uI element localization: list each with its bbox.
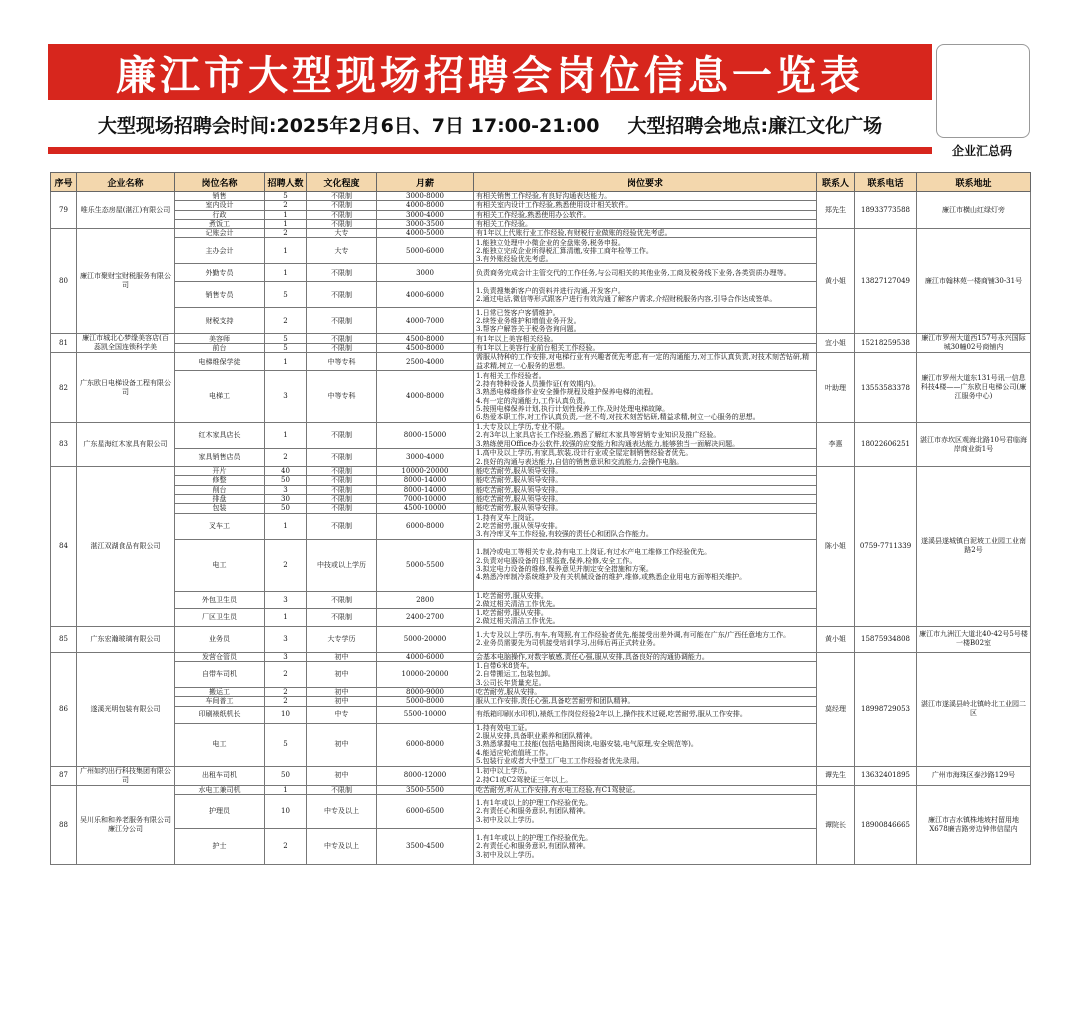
col-header: 岗位要求 xyxy=(474,173,817,192)
contact-person: 莫经理 xyxy=(817,652,855,766)
job-title: 记账会计 xyxy=(175,229,265,238)
job-education: 不限制 xyxy=(307,264,377,282)
company-name: 唯乐生态房屋(湛江)有限公司 xyxy=(77,192,175,229)
contact-person: 黄小姐 xyxy=(817,626,855,652)
job-salary: 3000-8000 xyxy=(377,192,474,201)
company-name: 广东星海红木家具有限公司 xyxy=(77,423,175,467)
job-salary: 8000-9000 xyxy=(377,688,474,697)
job-count: 5 xyxy=(265,334,307,344)
job-salary: 3000 xyxy=(377,264,474,282)
contact-address: 廉江市罗州大道西157号永兴国际城30幢02号商铺内 xyxy=(917,334,1031,353)
table-row xyxy=(51,652,1031,661)
job-requirement: 1.吃苦耐劳,服从安排。 2.做过相关清洁工作优先。 xyxy=(474,609,817,627)
job-requirement: 有相关销售工作经验,有良好沟通表达能力。 xyxy=(474,192,817,201)
company-name: 遂溪光明包装有限公司 xyxy=(77,652,175,766)
job-education: 不限制 xyxy=(307,192,377,201)
job-title: 自带车司机 xyxy=(175,662,265,688)
job-education: 不限制 xyxy=(307,485,377,494)
job-education: 不限制 xyxy=(307,476,377,485)
job-education: 中专及以上 xyxy=(307,794,377,828)
table-row xyxy=(51,192,1031,201)
col-header: 月薪 xyxy=(377,173,474,192)
job-education: 不限制 xyxy=(307,423,377,449)
job-salary: 4000-8000 xyxy=(377,371,474,423)
job-education: 中等专科 xyxy=(307,371,377,423)
job-salary: 4000-6000 xyxy=(377,652,474,661)
job-salary: 8000-14000 xyxy=(377,485,474,494)
job-requirement: 有相关室内设计工作经验,熟悉使用设计相关软件。 xyxy=(474,201,817,210)
job-education: 不限制 xyxy=(307,201,377,210)
contact-address: 廉江市吉水镇株地坡村留用地X678廉吉路旁边钟伟信屋内 xyxy=(917,785,1031,864)
job-count: 2 xyxy=(265,201,307,210)
job-count: 1 xyxy=(265,353,307,371)
job-title: 前台 xyxy=(175,343,265,353)
job-education: 初中 xyxy=(307,652,377,661)
company-name: 湛江双湖食品有限公司 xyxy=(77,467,175,627)
job-count: 2 xyxy=(265,308,307,334)
job-title: 外包卫生员 xyxy=(175,591,265,609)
job-salary: 2800 xyxy=(377,591,474,609)
table-row xyxy=(51,467,1031,476)
contact-address: 廉江市翰林苑一楼商铺30-31号 xyxy=(917,229,1031,334)
job-salary: 5000-8000 xyxy=(377,697,474,706)
job-requirement: 1.日常已签客户客情维护。 2.续签业务维护和增值业务开发。 3.帮客户解答关于税务咨询问题。 xyxy=(474,308,817,334)
job-requirement: 能吃苦耐劳,服从领导安排。 xyxy=(474,467,817,476)
job-salary: 3000-4000 xyxy=(377,449,474,467)
company-no: 79 xyxy=(51,192,77,229)
job-count: 10 xyxy=(265,706,307,723)
contact-person: 宜小姐 xyxy=(817,334,855,353)
job-education: 不限制 xyxy=(307,282,377,308)
contact-person: 李惠 xyxy=(817,423,855,467)
col-header: 序号 xyxy=(51,173,77,192)
job-title: 销售 xyxy=(175,192,265,201)
job-requirement: 有1年以上美容行业前台相关工作经验。 xyxy=(474,343,817,353)
contact-address: 湛江市赤坎区观海北路10号君临海岸商业街1号 xyxy=(917,423,1031,467)
job-requirement: 1.吃苦耐劳,服从安排。 2.做过相关清洁工作优先。 xyxy=(474,591,817,609)
job-count: 3 xyxy=(265,371,307,423)
job-count: 2 xyxy=(265,828,307,864)
company-no: 82 xyxy=(51,353,77,423)
job-title: 开片 xyxy=(175,467,265,476)
col-header: 招聘人数 xyxy=(265,173,307,192)
job-requirement: 负责商务完成会计主管交代的工作任务,与公司相关的其他业务,工商及税务线下业务,各类资质办理等。 xyxy=(474,264,817,282)
job-salary: 7000-10000 xyxy=(377,494,474,503)
job-count: 2 xyxy=(265,229,307,238)
job-requirement: 1.有相关工作经验者。 2.持有特种设备人员操作证(有效期内)。 3.熟悉电梯维修作业安全操作规程及维护保养电梯的流程。 4.有一定的沟通能力,工作认真负责。 5.按照电梯保养计划,执行计划性保养工作,及时处理电梯故障。 6.热爱本职工作,对工作认真负责,一丝不苟,对技术刻苦钻研,精益求精,树立一心服务的思想。 xyxy=(474,371,817,423)
job-title: 电工 xyxy=(175,539,265,591)
job-requirement: 会基本电脑操作,对数字敏感,责任心强,服从安排,具备良好的沟通协调能力。 xyxy=(474,652,817,661)
job-education: 初中 xyxy=(307,688,377,697)
company-no: 85 xyxy=(51,626,77,652)
job-requirement: 服从工作安排,责任心强,具备吃苦耐劳和团队精神。 xyxy=(474,697,817,706)
company-name: 吴川乐和和养老服务有限公司廉江分公司 xyxy=(77,785,175,864)
contact-phone: 18998729053 xyxy=(855,652,917,766)
job-title: 排盘 xyxy=(175,494,265,503)
company-name: 廉江市聚财宝财税服务有限公司 xyxy=(77,229,175,334)
table-row xyxy=(51,423,1031,449)
job-requirement: 1.高中及以上学历,有家具,软装,设计行业或全屋定制销售经验者优先。 2.良好的沟通与表达能力,自信的销售意识和交流能力,会操作电脑。 xyxy=(474,449,817,467)
job-count: 30 xyxy=(265,494,307,503)
job-requirement: 1.能独立处理中小微企业的全盘账务,税务申报。 2.能独立完成企业所得税汇算清缴,安排工商年检等工作。 3.有外账经验优先考虑。 xyxy=(474,238,817,264)
contact-phone: 0759-7711339 xyxy=(855,467,917,627)
job-count: 50 xyxy=(265,476,307,485)
job-count: 1 xyxy=(265,423,307,449)
job-title: 搬运工 xyxy=(175,688,265,697)
job-requirement: 有1年以上美容相关经验。 xyxy=(474,334,817,344)
job-title: 业务员 xyxy=(175,626,265,652)
job-requirement: 1.大专及以上学历,专业不限。 2.有3年以上家具店长工作经验,熟悉了解红木家具等营销专业知识及推广经验。 3.熟练使用Office办公软件,较强的应变能力和沟通表达能力,能够独当一面解决问题。 xyxy=(474,423,817,449)
qr-code-box[interactable] xyxy=(936,44,1030,138)
job-count: 50 xyxy=(265,504,307,513)
job-education: 大专 xyxy=(307,238,377,264)
job-salary: 6000-8000 xyxy=(377,513,474,539)
job-salary: 10000-20000 xyxy=(377,467,474,476)
job-salary: 4500-10000 xyxy=(377,504,474,513)
qr-label: 企业汇总码 xyxy=(951,144,1012,158)
job-requirement: 1.有1年或以上的护理工作经验优先。 2.有责任心和服务意识,有团队精神。 3.初中及以上学历。 xyxy=(474,828,817,864)
job-education: 不限制 xyxy=(307,504,377,513)
job-salary: 2500-4000 xyxy=(377,353,474,371)
job-education: 不限制 xyxy=(307,467,377,476)
job-title: 美容师 xyxy=(175,334,265,344)
contact-phone: 18900846665 xyxy=(855,785,917,864)
job-title: 红木家具店长 xyxy=(175,423,265,449)
company-no: 80 xyxy=(51,229,77,334)
job-education: 不限制 xyxy=(307,343,377,353)
job-salary: 6000-6500 xyxy=(377,794,474,828)
job-education: 初中 xyxy=(307,766,377,785)
job-title: 煮饭工 xyxy=(175,219,265,228)
job-education: 中专 xyxy=(307,706,377,723)
job-salary: 4000-5000 xyxy=(377,229,474,238)
job-count: 5 xyxy=(265,723,307,766)
contact-phone: 18933773588 xyxy=(855,192,917,229)
job-requirement: 能吃苦耐劳,服从领导安排。 xyxy=(474,494,817,503)
job-title: 销售专员 xyxy=(175,282,265,308)
job-salary: 3500-4500 xyxy=(377,828,474,864)
job-count: 2 xyxy=(265,688,307,697)
job-salary: 5500-10000 xyxy=(377,706,474,723)
job-title: 电梯维保学徒 xyxy=(175,353,265,371)
job-title: 行政 xyxy=(175,210,265,219)
contact-phone: 13553583378 xyxy=(855,353,917,423)
job-education: 不限制 xyxy=(307,334,377,344)
job-requirement: 有相关工作经验。 xyxy=(474,219,817,228)
job-education: 初中 xyxy=(307,723,377,766)
contact-phone: 13632401895 xyxy=(855,766,917,785)
subtitle-place: 大型招聘会地点:廉江文化广场 xyxy=(627,114,883,137)
job-education: 不限制 xyxy=(307,609,377,627)
table-row xyxy=(51,353,1031,371)
job-requirement: 1.有1年或以上的护理工作经验优先。 2.有责任心和服务意识,有团队精神。 3.初中及以上学历。 xyxy=(474,794,817,828)
job-title: 电工 xyxy=(175,723,265,766)
job-requirement: 能吃苦耐劳,服从领导安排。 xyxy=(474,476,817,485)
job-title: 外勤专员 xyxy=(175,264,265,282)
job-education: 初中 xyxy=(307,662,377,688)
job-count: 1 xyxy=(265,785,307,794)
job-requirement: 吃苦耐劳,服从安排。 xyxy=(474,688,817,697)
job-count: 1 xyxy=(265,210,307,219)
job-education: 中技或以上学历 xyxy=(307,539,377,591)
job-salary: 2400-2700 xyxy=(377,609,474,627)
job-count: 2 xyxy=(265,539,307,591)
contact-address: 湛江市遂溪县岭北镇岭北工业园二区 xyxy=(917,652,1031,766)
job-salary: 4000-8000 xyxy=(377,201,474,210)
red-divider xyxy=(48,147,932,154)
job-education: 大专学历 xyxy=(307,626,377,652)
job-salary: 4000-7000 xyxy=(377,308,474,334)
job-education: 不限制 xyxy=(307,513,377,539)
job-table xyxy=(50,172,1031,865)
job-title: 车间普工 xyxy=(175,697,265,706)
job-requirement: 1.制冷或电工等相关专业,持有电工上岗证,有过水产电工维修工作经验优先。 2.负责对电器设备的日常巡查,保养,检修,安全工作。 3.拟定电力设备的维修,保养意见并制定安全措施和方案。 4.熟悉冷库制冷系统维护及有关机械设备的维护,维修,或熟悉企业用电方面等相关维护。 xyxy=(474,539,817,591)
subtitle-time: 大型现场招聘会时间:2025年2月6日、7日 17:00-21:00 xyxy=(97,114,600,137)
company-no: 83 xyxy=(51,423,77,467)
job-title: 修整 xyxy=(175,476,265,485)
job-education: 不限制 xyxy=(307,219,377,228)
company-no: 87 xyxy=(51,766,77,785)
contact-person: 谭先生 xyxy=(817,766,855,785)
contact-person: 叶助理 xyxy=(817,353,855,423)
company-no: 81 xyxy=(51,334,77,353)
job-count: 5 xyxy=(265,343,307,353)
contact-person: 郑先生 xyxy=(817,192,855,229)
job-salary: 3000-4000 xyxy=(377,210,474,219)
job-education: 初中 xyxy=(307,697,377,706)
table-row xyxy=(51,766,1031,785)
job-requirement: 能吃苦耐劳,服从领导安排。 xyxy=(474,485,817,494)
job-education: 不限制 xyxy=(307,308,377,334)
company-name: 广州如约出行科技集团有限公司 xyxy=(77,766,175,785)
job-title: 室内设计 xyxy=(175,201,265,210)
contact-address: 廉江市横山红绿灯旁 xyxy=(917,192,1031,229)
job-title: 叉车工 xyxy=(175,513,265,539)
contact-person: 陈小姐 xyxy=(817,467,855,627)
table-row xyxy=(51,785,1031,794)
job-education: 大专 xyxy=(307,229,377,238)
job-count: 10 xyxy=(265,794,307,828)
job-title: 发营仓管员 xyxy=(175,652,265,661)
job-requirement: 1.持有叉车上岗证。 2.吃苦耐劳,服从领导安排。 3.有冷库叉车工作经验,有较强的责任心和团队合作能力。 xyxy=(474,513,817,539)
company-name: 廉江市城北心梦缘美容店(百蕊凯全国连锁科学美 xyxy=(77,334,175,353)
table-row xyxy=(51,626,1031,652)
col-header: 联系地址 xyxy=(917,173,1031,192)
job-salary: 10000-20000 xyxy=(377,662,474,688)
job-salary: 5000-5500 xyxy=(377,539,474,591)
job-requirement: 1.负责搜集新客户的资料并进行沟通,开发客户。 2.通过电话,微信等形式跟客户进行有效沟通了解客户需求,介绍财税服务内容,引导合作达成签单。 xyxy=(474,282,817,308)
job-title: 护理员 xyxy=(175,794,265,828)
job-count: 1 xyxy=(265,513,307,539)
job-requirement: 能吃苦耐劳,服从领导安排。 xyxy=(474,504,817,513)
company-name: 广东宏瀚玻璃有限公司 xyxy=(77,626,175,652)
col-header: 岗位名称 xyxy=(175,173,265,192)
job-education: 中等专科 xyxy=(307,353,377,371)
contact-phone: 15218259538 xyxy=(855,334,917,353)
job-count: 3 xyxy=(265,626,307,652)
job-title: 护士 xyxy=(175,828,265,864)
job-requirement: 1.自带6米8货车。 2.自带搬运工,包装包卸。 3.公司长年货量充足。 xyxy=(474,662,817,688)
job-count: 3 xyxy=(265,591,307,609)
job-count: 3 xyxy=(265,652,307,661)
job-title: 包装 xyxy=(175,504,265,513)
title-banner xyxy=(48,44,932,100)
job-education: 中专及以上 xyxy=(307,828,377,864)
job-education: 不限制 xyxy=(307,591,377,609)
job-title: 水电工兼司机 xyxy=(175,785,265,794)
job-salary: 4500-8000 xyxy=(377,334,474,344)
table-row xyxy=(51,334,1031,344)
job-salary: 8000-12000 xyxy=(377,766,474,785)
job-salary: 3000-3500 xyxy=(377,219,474,228)
job-title: 出租车司机 xyxy=(175,766,265,785)
job-education: 不限制 xyxy=(307,785,377,794)
job-salary: 6000-8000 xyxy=(377,723,474,766)
contact-phone: 18022606251 xyxy=(855,423,917,467)
job-requirement: 1.大专及以上学历,有车,有驾照,有工作经验者优先,能接受出差外调,有可能在广东/广西任意地方工作。 2.业务员需要先为司机接受培训学习,出师后再正式转业务。 xyxy=(474,626,817,652)
job-requirement: 有纸箱印刷(水印机),裱纸工作岗位经验2年以上,操作技术过硬,吃苦耐劳,服从工作安排。 xyxy=(474,706,817,723)
job-salary: 8000-14000 xyxy=(377,476,474,485)
job-salary: 4000-6000 xyxy=(377,282,474,308)
job-requirement: 需服从特种的工作安排,对电梯行业有兴趣者优先考虑,有一定的沟通能力,对工作认真负责,对技术刻苦钻研,精益求精,树立一心服务的思想。 xyxy=(474,353,817,371)
col-header: 联系电话 xyxy=(855,173,917,192)
job-count: 2 xyxy=(265,697,307,706)
job-count: 3 xyxy=(265,485,307,494)
col-header: 联系人 xyxy=(817,173,855,192)
job-title: 财税支持 xyxy=(175,308,265,334)
job-count: 2 xyxy=(265,449,307,467)
job-count: 1 xyxy=(265,219,307,228)
contact-person: 黄小姐 xyxy=(817,229,855,334)
table-header-row xyxy=(51,173,1031,192)
job-education: 不限制 xyxy=(307,494,377,503)
job-count: 2 xyxy=(265,662,307,688)
company-no: 86 xyxy=(51,652,77,766)
job-count: 5 xyxy=(265,282,307,308)
contact-phone: 15875934808 xyxy=(855,626,917,652)
job-salary: 5000-20000 xyxy=(377,626,474,652)
contact-address: 廉江市罗州大道东131号讯一信息科技4楼——广东欧日电梯公司(廉江服务中心) xyxy=(917,353,1031,423)
job-education: 不限制 xyxy=(307,449,377,467)
table-row xyxy=(51,229,1031,238)
job-title: 削台 xyxy=(175,485,265,494)
job-title: 主办会计 xyxy=(175,238,265,264)
job-title: 厂区卫生员 xyxy=(175,609,265,627)
job-count: 40 xyxy=(265,467,307,476)
job-salary: 3500-5500 xyxy=(377,785,474,794)
col-header: 企业名称 xyxy=(77,173,175,192)
job-count: 5 xyxy=(265,192,307,201)
job-title: 家具销售店员 xyxy=(175,449,265,467)
job-requirement: 有1年以上代账行业工作经验,有财税行业做账的经验优先考虑。 xyxy=(474,229,817,238)
job-title: 电梯工 xyxy=(175,371,265,423)
job-count: 50 xyxy=(265,766,307,785)
col-header: 文化程度 xyxy=(307,173,377,192)
job-salary: 5000-6000 xyxy=(377,238,474,264)
job-requirement: 有相关工作经验,熟悉使用办公软件。 xyxy=(474,210,817,219)
job-education: 不限制 xyxy=(307,210,377,219)
company-no: 84 xyxy=(51,467,77,627)
page-title: 廉江市大型现场招聘会岗位信息一览表 xyxy=(116,52,864,99)
job-title: 印刷裱纸机长 xyxy=(175,706,265,723)
contact-address: 廉江市九洲江大道北40-42号5号楼一楼B02室 xyxy=(917,626,1031,652)
job-count: 1 xyxy=(265,609,307,627)
job-count: 1 xyxy=(265,264,307,282)
contact-address: 广州市海珠区泰沙路129号 xyxy=(917,766,1031,785)
job-requirement: 吃苦耐劳,听从工作安排,有水电工经验,有C1驾驶证。 xyxy=(474,785,817,794)
job-count: 1 xyxy=(265,238,307,264)
contact-person: 谭院长 xyxy=(817,785,855,864)
subtitle-line xyxy=(48,104,932,144)
contact-phone: 13827127049 xyxy=(855,229,917,334)
job-requirement: 1.初中以上学历。 2.持C1或C2驾驶证三年以上。 xyxy=(474,766,817,785)
contact-address: 遂溪县遂城镇白泥坡工业园工业南路2号 xyxy=(917,467,1031,627)
company-name: 广东欧日电梯设备工程有限公司 xyxy=(77,353,175,423)
job-requirement: 1.持有效电工证。 2.服从安排,具备职业素养和团队精神。 3.熟悉掌握电工技能(包括电路图阅读,电器安装,电气原理,安全规范等)。 4.能适应轮流值班工作。 5.包装行业或者大中型工厂电工工作经验者优先录用。 xyxy=(474,723,817,766)
job-table-wrapper xyxy=(50,172,1030,1000)
company-no: 88 xyxy=(51,785,77,864)
job-salary: 4500-8000 xyxy=(377,343,474,353)
job-salary: 8000-15000 xyxy=(377,423,474,449)
table-body xyxy=(51,192,1031,865)
